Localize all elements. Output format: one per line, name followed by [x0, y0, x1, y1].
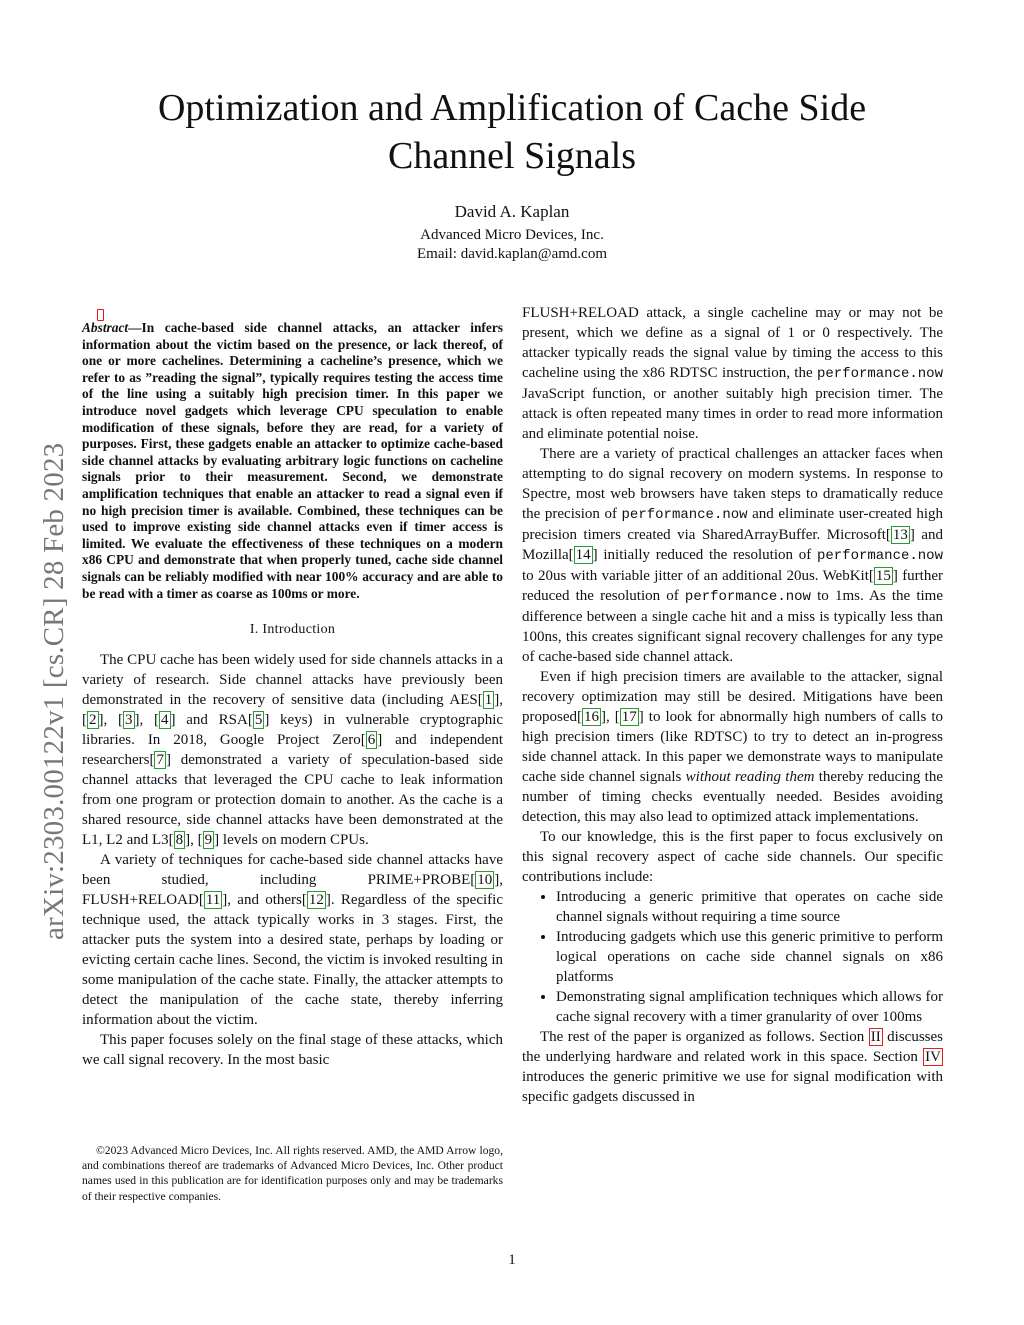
author-affiliation: Advanced Micro Devices, Inc.: [420, 227, 604, 243]
intro-paragraph-1: The CPU cache has been widely used for side channels attacks in a variety of research. Side channel attacks have previously been demonstrated in the recovery of sensitive data (including AES[ 1 ], [ 2 ], [ 3 ], [ 4 ] and RSA[ 5 ] keys) in vulnerable cryptographic libraries. In 2018, Google Project Zero[ 6 ] and independent researchers[ 7 ] demonstrated a variety of speculation-based side channel attacks that leveraged the CPU cache to leak information from one program or protection domain to another. As the cache is a shared resource, side channel attacks have been demonstrated at the L1, L2 and L3[ 8 ], [ 9 ] levels on modern CPUs.: [82, 652, 504, 849]
text-run: to 20us with variable jitter of an additional 20us. WebKit: [522, 568, 869, 584]
section-link-iv[interactable]: IV: [925, 1049, 941, 1065]
text-run: levels on modern CPUs.: [219, 832, 369, 849]
text-run: ,: [499, 692, 503, 709]
citation-link[interactable]: 10: [477, 872, 493, 889]
intro-paragraph-2: A variety of techniques for cache-based side channel attacks have been studied, including PRIME+PROBE[ 10 ], FLUSH+RELOAD[ 11 ], and others[ 12 ]. Regardless of the specific technique used, the attack typically works in 3 stages. First, the attacker puts the system into a desired state, perhaps by loading or evicting certain cache lines. Second, the victim is invoked resulting in some manipulation of the cache state. Finally, the attacker attempts to detect the manipulation of the cache state, thereby inferring information about the victim.: [82, 852, 503, 1029]
code-performance-now: performance.now: [684, 589, 811, 605]
text-run: and RSA: [175, 712, 248, 729]
text-run: demonstrated a variety of speculation-based side channel attacks that leveraged the CPU cache to leak information from one program or protection domain to another. As the cache is a shared resource, side channel attacks have been demonstrated at the L1, L2 and L3: [82, 752, 503, 849]
code-performance-now: performance.now: [621, 507, 748, 523]
author-email: Email: david.kaplan@amd.com: [416, 246, 607, 262]
right-paragraph-5: [522, 1027, 943, 1107]
citation-link[interactable]: 16: [584, 709, 599, 725]
text-run: to 1ms. As the time difference between a single cache hit and a miss is typically less than 100ns, this creates significant signal recovery challenges for any type of cache-based side channel attack.: [522, 588, 944, 665]
text-run: , FLUSH+RELOAD: [82, 872, 503, 909]
citation-link[interactable]: 15: [875, 568, 891, 584]
list-item: • Introducing a generic primitive that operates on cache side channel signals without requiring a time source: [556, 887, 943, 927]
text-run: . Regardless of the specific technique used, the attack typically works in 3 stages. First, the attacker puts the system into a desired state, perhaps by loading or evicting certain cache lines. Second, the victim is invoked resulting in some manipulation of the cache state. Finally, the attacker attempts to detect the manipulation of the cache state, thereby inferring information about the victim.: [82, 892, 503, 1029]
section-heading-introduction: I. Introduction: [249, 622, 336, 638]
copyright-footnote: ©2023 Advanced Micro Devices, Inc. All rights reserved. AMD, the AMD Arrow logo, and combinations thereof are trademarks of Advanced Micro Devices, Inc. Other product names used in this publication are for identification purposes only and may be trademarks of their respective companies.: [82, 1144, 503, 1203]
list-item: • Introducing gadgets which use this generic primitive to perform logical operations on cache side channel signals on x86 platforms: [556, 927, 943, 987]
text-run: and eliminate user-created high precision timers created via SharedArrayBuffer. Microsoft: [522, 506, 943, 543]
text-run: ,: [190, 832, 198, 849]
abstract-dash: —: [128, 320, 142, 335]
citation-link[interactable]: 13: [892, 527, 908, 543]
citation-link[interactable]: 11: [205, 892, 221, 909]
text-run: initially reduced the resolution of: [597, 547, 817, 563]
citation-link[interactable]: 3: [125, 712, 133, 729]
text-run: further reduced the resolution of: [522, 568, 943, 604]
citation-link[interactable]: 7: [156, 752, 164, 769]
text-run: ,: [103, 712, 118, 729]
title-line-2: Channel Signals: [387, 135, 637, 177]
text-run: JavaScript function, or another suitably high precision timer. The attack is often repeated many times in order to read more information and eliminate potential noise.: [522, 386, 943, 442]
citation-link[interactable]: 12: [308, 892, 324, 909]
text-run: A variety of techniques for cache-based side channel attacks have been studied, including PRIME+PROBE: [82, 852, 503, 889]
citation-link[interactable]: 17: [621, 709, 637, 725]
title-line-1: Optimization and Amplification of Cache Side: [157, 87, 867, 129]
section-link-ii[interactable]: II: [870, 1029, 881, 1045]
arxiv-stamp-container: [20, 360, 70, 950]
citation-link[interactable]: 2: [89, 712, 97, 729]
paper-title: [0, 84, 1024, 180]
text-run: and independent researchers: [82, 732, 504, 769]
text-run: , and others: [227, 892, 302, 909]
citation-link[interactable]: 6: [367, 732, 376, 749]
citation-link[interactable]: 9: [204, 832, 213, 849]
contributions-list: [522, 887, 943, 1027]
right-paragraph-1: [522, 303, 943, 444]
text-run: Even if high precision timers are available to the attacker, signal recovery optimization may still be desired. Mitigations have been proposed: [522, 669, 943, 725]
text-run: thereby reducing the number of timing checks eventually needed. Besides avoiding detection, this may also lead to optimized attack implementations.: [522, 769, 943, 825]
citation-link[interactable]: 8: [175, 832, 184, 849]
author-name: David A. Kaplan: [454, 202, 570, 221]
text-run: discusses the underlying hardware and related work in this space. Section: [522, 1029, 944, 1065]
text-run: There are a variety of practical challenges an attacker faces when attempting to do signal recovery on modern systems. In response to Spectre, most web browsers have taken steps to dramatically reduce the precision of: [522, 446, 943, 522]
citation-link[interactable]: 14: [575, 547, 591, 563]
right-paragraph-4: To our knowledge, this is the first paper to focus exclusively on this signal recovery aspect of cache side channels. Our specific contributions include:: [522, 829, 943, 885]
text-run: to look for abnormally high numbers of calls to high precision timers (like RDTSC) to try to detect an in-progress side channel attack. In this paper we demonstrate ways to manipulate cache side channel signals: [522, 709, 943, 785]
arxiv-stamp[interactable]: arXiv:2303.00122v1 [cs.CR] 28 Feb 2023: [38, 442, 70, 940]
citation-link[interactable]: 4: [161, 712, 169, 729]
abstract: [82, 320, 503, 602]
list-item: • Demonstrating signal amplification techniques which allows for cache signal recovery with a timer granularity of over 100ms: [556, 987, 943, 1027]
left-column: [82, 320, 503, 1070]
text-run: ,: [606, 709, 615, 725]
text-run: and Mozilla: [522, 527, 943, 563]
right-column: [522, 303, 943, 1107]
text-run: FLUSH+RELOAD attack, a single cacheline may or may not be present, which we define as a signal of 1 or 0 respectively. The attacker typically reads the signal value by timing the access to this cacheline using the x86 RDTSC instruction, the: [522, 305, 943, 381]
text-run: The rest of the paper is organized as follows. Section: [540, 1029, 869, 1045]
right-paragraph-2: There are a variety of practical challenges an attacker faces when attempting to do signal recovery on modern systems. In response to Spectre, most web browsers have taken steps to dramatically reduce the precision of performance.now and eliminate user-created high precision timers created via SharedArrayBuffer. Microsoft[ 13 ] and Mozilla[ 14 ] initially reduced the resolution of performance.now to 20us with variable jitter of an additional 20us. WebKit[ 15 ] further reduced the resolution of performance.now to 1ms. As the time difference between a single cache hit and a miss is typically less than 100ns, this creates significant signal recovery challenges for any type of cache-based side channel attack.: [522, 446, 944, 665]
citation-link[interactable]: 1: [484, 692, 493, 709]
code-performance-now: performance.now: [816, 366, 943, 382]
text-run: keys) in vulnerable cryptographic libraries. In 2018, Google Project Zero: [82, 712, 504, 749]
right-paragraph-3: Even if high precision timers are available to the attacker, signal recovery optimization may still be desired. Mitigations have been proposed[ 16 ], [ 17 ] to look for abnormally high numbers of calls to high precision timers (like RDTSC) to try to detect an in-progress side channel attack. In this paper we demonstrate ways to manipulate cache side channel signals without reading them thereby reducing the number of timing checks eventually needed. Besides avoiding detection, this may also lead to optimized attack implementations.: [522, 669, 943, 825]
text-run: introduces the generic primitive we use for signal modification with specific gadgets discussed in: [522, 1069, 943, 1105]
intro-paragraph-3: This paper focuses solely on the final stage of these attacks, which we call signal recovery. In the most basic: [82, 1032, 503, 1069]
citation-link[interactable]: 5: [254, 712, 263, 729]
page-number: 1: [508, 1252, 516, 1268]
abstract-label: Abstract: [82, 320, 129, 335]
text-run: The CPU cache has been widely used for side channels attacks in a variety of research. Side channel attacks have previously been demonstrated in the recovery of sensitive data (including AES: [82, 652, 503, 709]
code-performance-now: performance.now: [816, 548, 943, 564]
text-run: ,: [139, 712, 154, 729]
abstract-text: In cache-based side channel attacks, an attacker infers information about the victim based on the presence, or lack thereof, of one or more cachelines. Determining a cacheline’s presence, which we refer to as ”reading the signal”, typically requires testing the access time of the line using a suitably high precision timer. In this paper we introduce novel gadgets which leverage CPU speculation to enable modification of these signals, before they are read, for a variety of purposes. First, these gadgets enable an attacker to optimize cache-based side channel attacks by evaluating arbitrary logic functions on cacheline signals prior to their measurement. Second, we demonstrate amplification techniques that enable an attacker to read a signal even if no high precision timer is available. Combined, these techniques can be used to improve existing side channel attacks even if timer access is limited. We evaluate the effectiveness of these techniques on a modern x86 CPU and demonstrate that when properly tuned, cache side channel signals can be reliably modified with near 100% accuracy and are able to be read with a timer as coarse as 100ms or more.: [82, 320, 503, 601]
emphasis-text: without reading them: [685, 769, 815, 785]
